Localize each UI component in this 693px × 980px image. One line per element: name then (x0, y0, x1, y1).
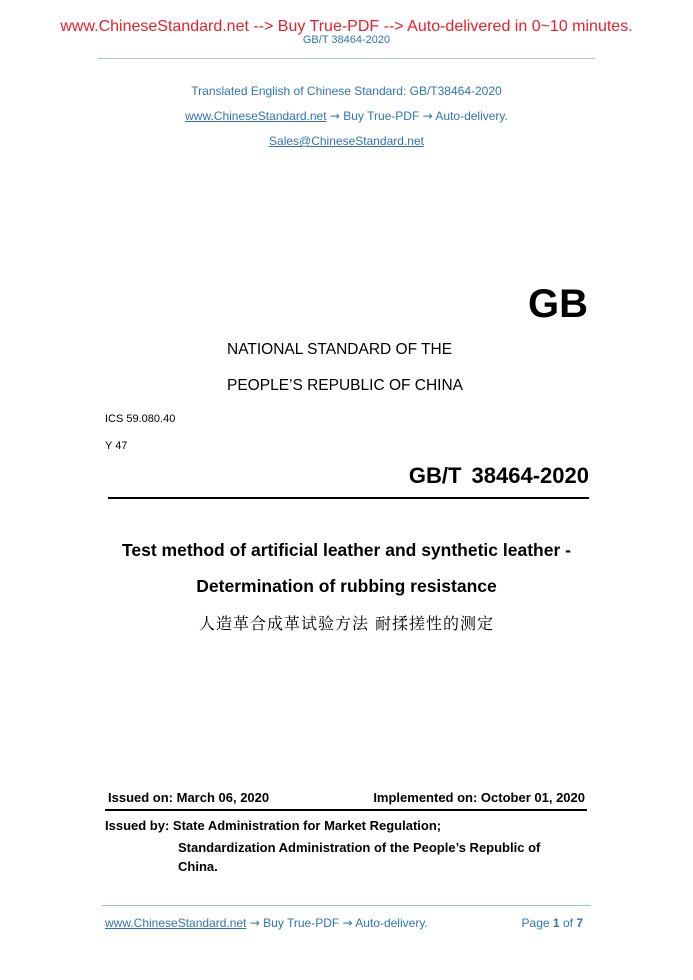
top-banner[interactable]: www.ChineseStandard.net --> Buy True-PDF --> Auto-delivered in 0~10 minutes. (60, 18, 633, 35)
footer-buy-text: Buy True-PDF (263, 916, 340, 930)
page-indicator (522, 916, 583, 930)
title-line2: Determination of rubbing resistance (196, 576, 497, 596)
arrow-right-icon: → (342, 916, 353, 930)
standard-number-rule (108, 497, 589, 499)
standard-number: GB/T 38464-2020 (408, 463, 589, 488)
national-standard-line1: NATIONAL STANDARD OF THE (227, 341, 453, 358)
issued-by: Issued by: State Administration for Market Regulation; (105, 818, 442, 833)
arrow-right-icon: → (422, 109, 433, 123)
issued-by-line2: Standardization Administration of the People’s Republic of (178, 840, 541, 855)
title-line1: Test method of artificial leather and synthetic leather - (122, 540, 571, 560)
page-label: Page (521, 916, 550, 930)
email-line (0, 134, 693, 148)
gb-mark: GB (528, 282, 588, 326)
page-total: 7 (576, 916, 583, 930)
footer-auto-text: Auto-delivery. (355, 916, 428, 930)
auto-delivery-text: Auto-delivery. (435, 109, 508, 123)
implemented-on: Implemented on: October 01, 2020 (373, 790, 585, 805)
national-standard-line2: PEOPLE’S REPUBLIC OF CHINA (227, 377, 464, 394)
sales-email-link[interactable]: Sales@ChineseStandard.net (269, 134, 424, 148)
ics-code: ICS 59.080.40 (105, 413, 176, 425)
page-current: 1 (552, 916, 560, 930)
page-of: of (562, 916, 573, 930)
header-doc-id: GB/T 38464-2020 (302, 34, 391, 46)
arrow-right-icon: → (249, 916, 260, 930)
issued-on: Issued on: March 06, 2020 (108, 790, 270, 805)
footer-site-link[interactable]: www.ChineseStandard.net (105, 916, 247, 930)
translation-line: Translated English of Chinese Standard: GB/T38464-2020 (191, 84, 502, 98)
footer-links (105, 916, 428, 930)
buy-true-pdf-text: Buy True-PDF (343, 109, 420, 123)
site-link[interactable]: www.ChineseStandard.net (185, 109, 327, 123)
ccs-code: Y 47 (105, 440, 128, 452)
arrow-right-icon: → (329, 109, 340, 123)
header-divider (98, 58, 595, 59)
issued-rule (105, 809, 587, 811)
translation-links (0, 109, 693, 123)
chinese-title: 人造革合成革试验方法 耐揉搓性的测定 (198, 614, 495, 633)
footer-divider (102, 905, 591, 906)
issued-by-line3: China. (178, 859, 218, 874)
